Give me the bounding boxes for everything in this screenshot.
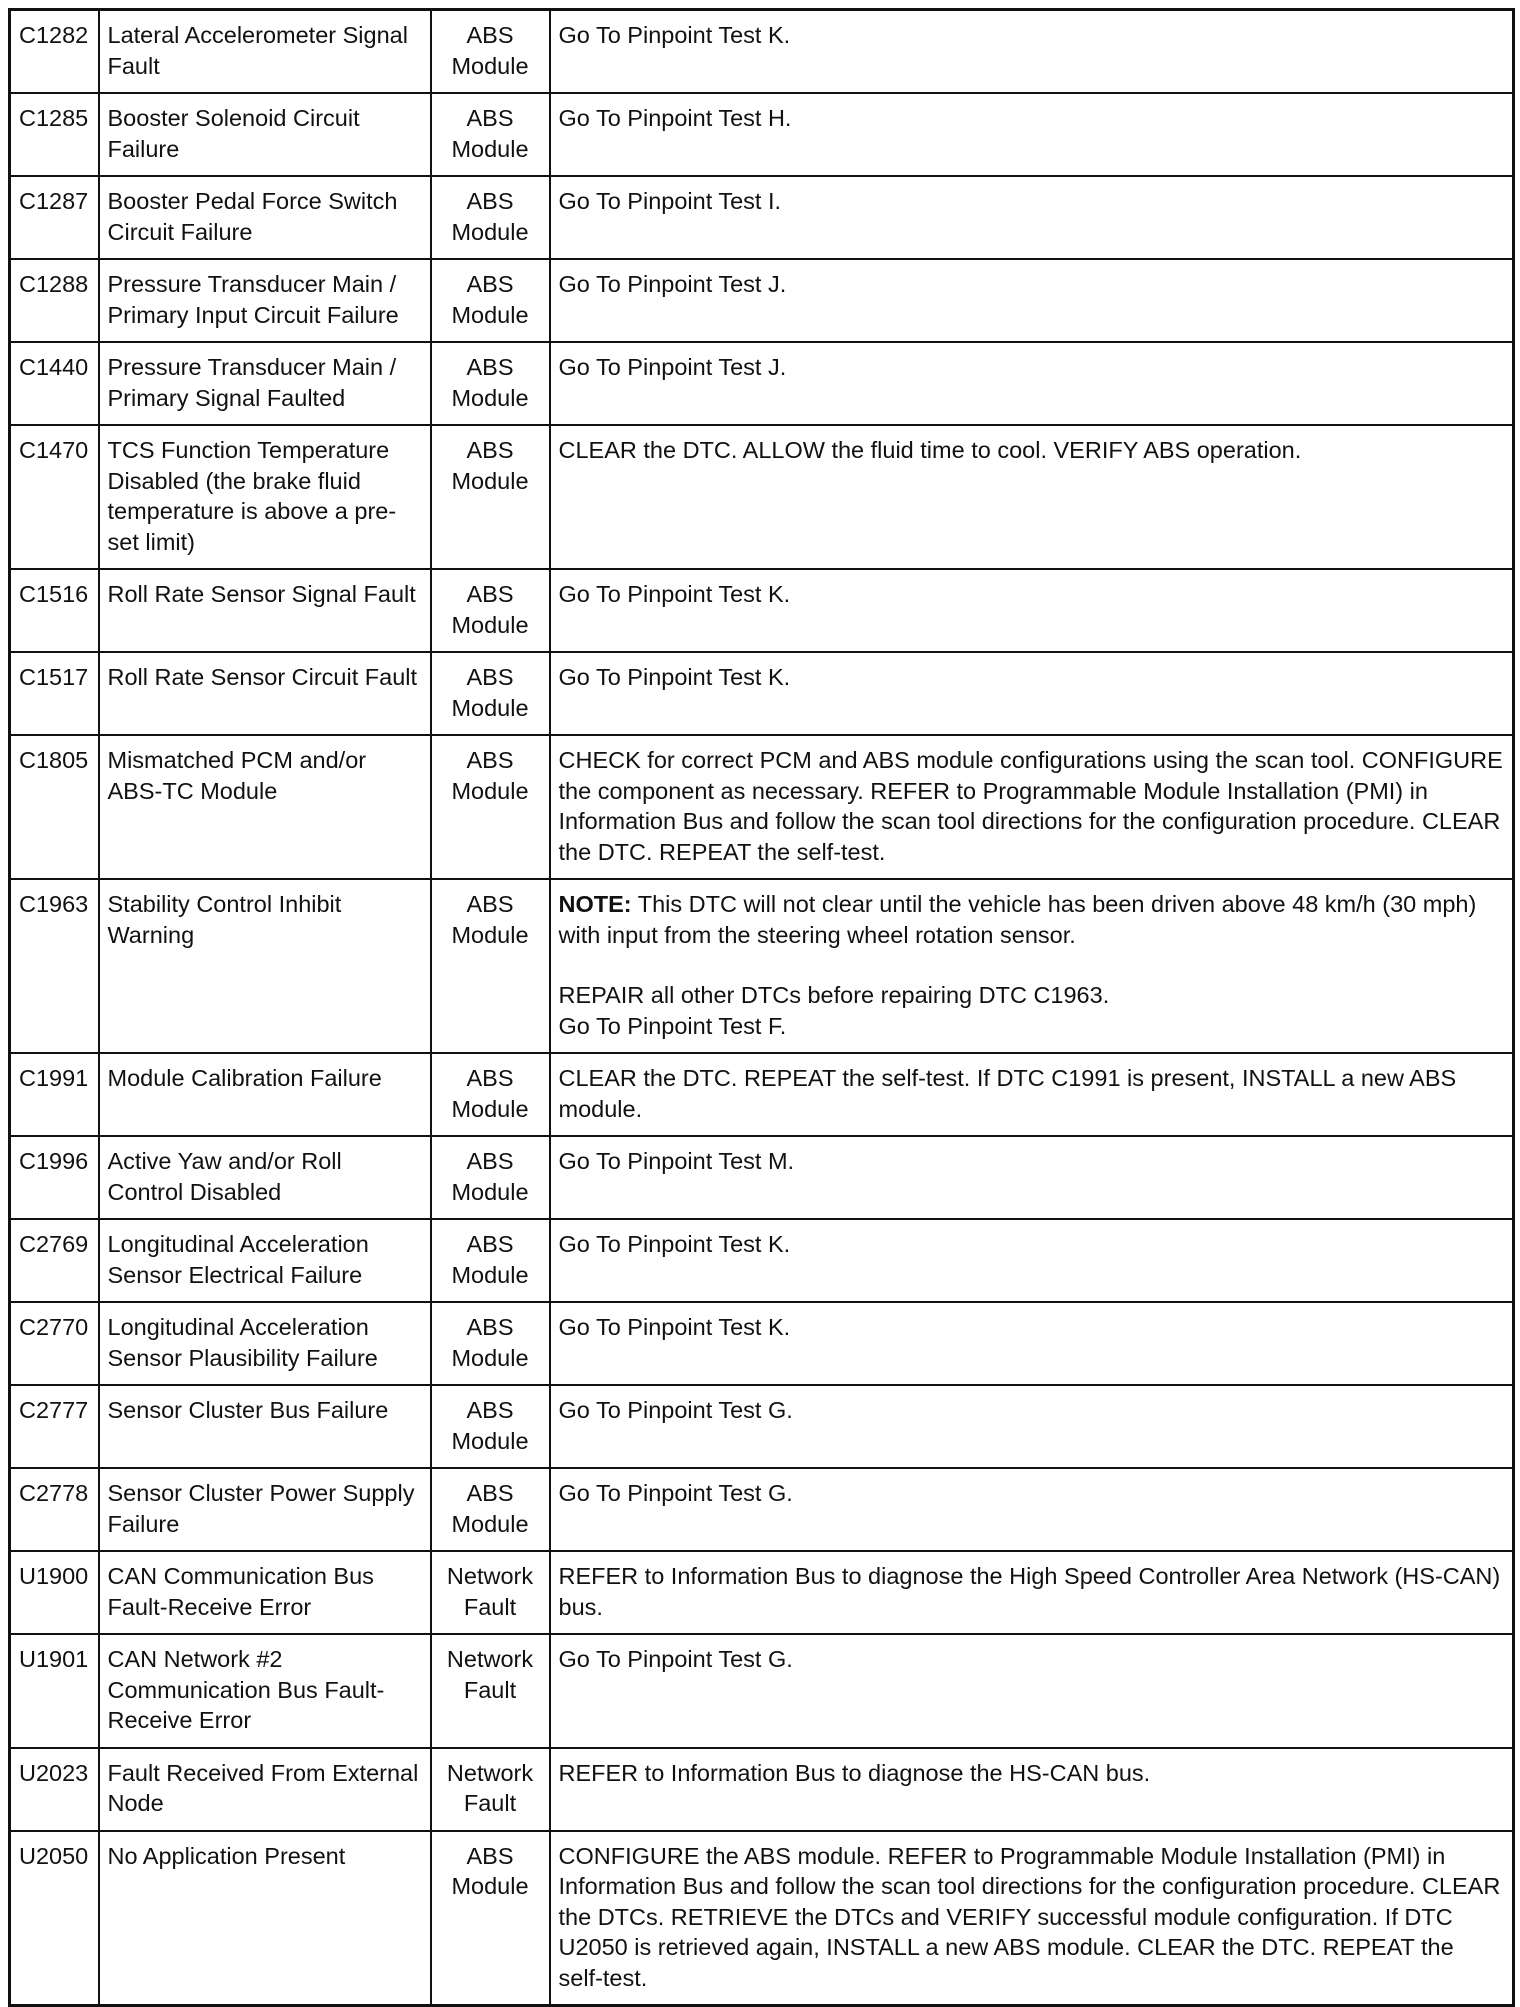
- dtc-action: CLEAR the DTC. ALLOW the fluid time to cool. VERIFY ABS operation.: [550, 425, 1514, 569]
- dtc-action: Go To Pinpoint Test H.: [550, 93, 1514, 176]
- dtc-description: Longitudinal Acceleration Sensor Electrical Failure: [99, 1219, 431, 1302]
- table-row: [10, 10, 1514, 94]
- dtc-code: U2023: [10, 1748, 99, 1831]
- dtc-code: C1440: [10, 342, 99, 425]
- table-row: [10, 569, 1514, 652]
- action-line: REPAIR all other DTCs before repairing DTC C1963.: [558, 982, 1110, 1008]
- table-row: [10, 652, 1514, 735]
- table-row: [10, 1634, 1514, 1748]
- dtc-description: CAN Network #2 Communication Bus Fault-Receive Error: [99, 1634, 431, 1748]
- dtc-source: ABS Module: [431, 1136, 550, 1219]
- table-row: [10, 342, 1514, 425]
- dtc-code: C1470: [10, 425, 99, 569]
- dtc-code: C1991: [10, 1053, 99, 1136]
- dtc-code: C1516: [10, 569, 99, 652]
- dtc-code: C1288: [10, 259, 99, 342]
- table-row: [10, 425, 1514, 569]
- dtc-source: ABS Module: [431, 425, 550, 569]
- action-line: Go To Pinpoint Test F.: [558, 1012, 787, 1039]
- dtc-code: C1963: [10, 879, 99, 1053]
- dtc-description: Booster Solenoid Circuit Failure: [99, 93, 431, 176]
- dtc-action: [550, 879, 1514, 1053]
- dtc-description: CAN Communication Bus Fault-Receive Error: [99, 1551, 431, 1634]
- dtc-action: Go To Pinpoint Test K.: [550, 1302, 1514, 1385]
- table-row: [10, 1831, 1514, 2006]
- table-row: [10, 735, 1514, 879]
- table-row: [10, 1136, 1514, 1219]
- note-text: This DTC will not clear until the vehicle has been driven above 48 km/h (30 mph) with input from the steering wheel rotation sensor.: [558, 891, 1477, 948]
- dtc-action: Go To Pinpoint Test J.: [550, 342, 1514, 425]
- dtc-source: ABS Module: [431, 1468, 550, 1551]
- dtc-action: Go To Pinpoint Test K.: [550, 569, 1514, 652]
- dtc-description: Fault Received From External Node: [99, 1748, 431, 1831]
- action-paragraph: [559, 980, 1505, 1041]
- dtc-table: [8, 8, 1515, 2007]
- dtc-source: Network Fault: [431, 1748, 550, 1831]
- dtc-code: C2778: [10, 1468, 99, 1551]
- dtc-source: Network Fault: [431, 1551, 550, 1634]
- dtc-action: REFER to Information Bus to diagnose the High Speed Controller Area Network (HS-CAN) bus.: [550, 1551, 1514, 1634]
- dtc-source: ABS Module: [431, 879, 550, 1053]
- dtc-description: Module Calibration Failure: [99, 1053, 431, 1136]
- dtc-source: ABS Module: [431, 176, 550, 259]
- dtc-source: ABS Module: [431, 569, 550, 652]
- table-row: [10, 879, 1514, 1053]
- dtc-code: C2769: [10, 1219, 99, 1302]
- dtc-source: ABS Module: [431, 652, 550, 735]
- dtc-source: ABS Module: [431, 259, 550, 342]
- dtc-description: Roll Rate Sensor Signal Fault: [99, 569, 431, 652]
- table-row: [10, 1302, 1514, 1385]
- dtc-action: REFER to Information Bus to diagnose the HS-CAN bus.: [550, 1748, 1514, 1831]
- dtc-description: Sensor Cluster Bus Failure: [99, 1385, 431, 1468]
- table-row: [10, 1219, 1514, 1302]
- dtc-source: ABS Module: [431, 1219, 550, 1302]
- note-paragraph: [559, 889, 1505, 950]
- table-row: [10, 1551, 1514, 1634]
- dtc-code: C1517: [10, 652, 99, 735]
- dtc-code: C2770: [10, 1302, 99, 1385]
- dtc-description: No Application Present: [99, 1831, 431, 2006]
- dtc-action: Go To Pinpoint Test G.: [550, 1634, 1514, 1748]
- dtc-description: Sensor Cluster Power Supply Failure: [99, 1468, 431, 1551]
- dtc-description: Booster Pedal Force Switch Circuit Failure: [99, 176, 431, 259]
- dtc-description: Pressure Transducer Main / Primary Signal Faulted: [99, 342, 431, 425]
- table-row: [10, 176, 1514, 259]
- dtc-source: ABS Module: [431, 1302, 550, 1385]
- dtc-action: Go To Pinpoint Test G.: [550, 1385, 1514, 1468]
- table-row: [10, 1468, 1514, 1551]
- dtc-description: Pressure Transducer Main / Primary Input Circuit Failure: [99, 259, 431, 342]
- dtc-action: CHECK for correct PCM and ABS module configurations using the scan tool. CONFIGURE the component as necessary. REFER to Programmable Module Installation (PMI) in Information Bus and follow the scan tool directions for the configuration procedure. CLEAR the DTC. REPEAT the self-test.: [550, 735, 1514, 879]
- note-label: NOTE:: [558, 891, 632, 917]
- dtc-description: Mismatched PCM and/or ABS-TC Module: [99, 735, 431, 879]
- dtc-source: ABS Module: [431, 735, 550, 879]
- dtc-description: Active Yaw and/or Roll Control Disabled: [99, 1136, 431, 1219]
- dtc-action: Go To Pinpoint Test K.: [550, 652, 1514, 735]
- dtc-code: C1996: [10, 1136, 99, 1219]
- table-row: [10, 259, 1514, 342]
- dtc-code: C1285: [10, 93, 99, 176]
- dtc-source: ABS Module: [431, 1385, 550, 1468]
- dtc-action: Go To Pinpoint Test J.: [550, 259, 1514, 342]
- dtc-code: U1900: [10, 1551, 99, 1634]
- dtc-action: Go To Pinpoint Test K.: [550, 1219, 1514, 1302]
- dtc-code: U2050: [10, 1831, 99, 2006]
- dtc-description: Longitudinal Acceleration Sensor Plausibility Failure: [99, 1302, 431, 1385]
- dtc-action: Go To Pinpoint Test M.: [550, 1136, 1514, 1219]
- table-row: [10, 93, 1514, 176]
- dtc-source: ABS Module: [431, 1053, 550, 1136]
- dtc-action: CLEAR the DTC. REPEAT the self-test. If DTC C1991 is present, INSTALL a new ABS module.: [550, 1053, 1514, 1136]
- dtc-code: C1805: [10, 735, 99, 879]
- dtc-description: Lateral Accelerometer Signal Fault: [99, 10, 431, 94]
- dtc-source: ABS Module: [431, 342, 550, 425]
- dtc-code: C1282: [10, 10, 99, 94]
- dtc-description: Roll Rate Sensor Circuit Fault: [99, 652, 431, 735]
- table-row: [10, 1053, 1514, 1136]
- dtc-action: Go To Pinpoint Test I.: [550, 176, 1514, 259]
- dtc-source: ABS Module: [431, 1831, 550, 2006]
- table-row: [10, 1385, 1514, 1468]
- dtc-code: U1901: [10, 1634, 99, 1748]
- dtc-code: C1287: [10, 176, 99, 259]
- dtc-source: ABS Module: [431, 93, 550, 176]
- dtc-code: C2777: [10, 1385, 99, 1468]
- dtc-source: ABS Module: [431, 10, 550, 94]
- dtc-action: Go To Pinpoint Test G.: [550, 1468, 1514, 1551]
- dtc-description: Stability Control Inhibit Warning: [99, 879, 431, 1053]
- dtc-action: Go To Pinpoint Test K.: [550, 10, 1514, 94]
- dtc-action: CONFIGURE the ABS module. REFER to Programmable Module Installation (PMI) in Information Bus and follow the scan tool directions for the configuration procedure. CLEAR the DTCs. RETRIEVE the DTCs and VERIFY successful module configuration. If DTC U2050 is retrieved again, INSTALL a new ABS module. CLEAR the DTC. REPEAT the self-test.: [550, 1831, 1514, 2006]
- table-row: [10, 1748, 1514, 1831]
- dtc-description: TCS Function Temperature Disabled (the brake fluid temperature is above a pre-set limit): [99, 425, 431, 569]
- dtc-source: Network Fault: [431, 1634, 550, 1748]
